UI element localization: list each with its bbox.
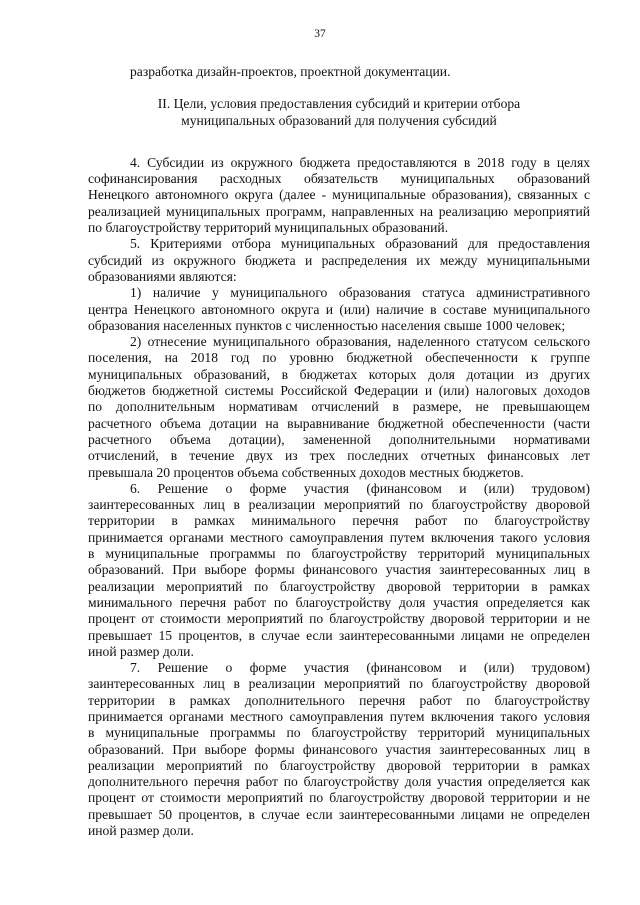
paragraph-line: превышала 20 процентов объема собственных доходов местных бюджетов. <box>88 464 524 480</box>
paragraph-line: реализации мероприятий по благоустройству дворовой территории в рамках <box>88 578 590 594</box>
paragraph-p5-2 <box>88 334 590 481</box>
paragraph-line: в муниципальные программы по благоустройству территорий муниципальных <box>88 725 590 741</box>
paragraph-line: поселения, на 2018 год по уровню бюджетной обеспеченности к группе <box>88 350 590 366</box>
paragraph-line: территории в рамках минимального перечня работ по благоустройству <box>88 513 590 529</box>
paragraph-line: территории в рамках дополнительного перечня работ по благоустройству <box>88 692 590 708</box>
paragraph-line: софинансирования расходных обязательств муниципальных образований <box>88 171 590 187</box>
paragraph-line: 4. Субсидии из окружного бюджета предоставляются в 2018 году в целях <box>130 154 590 170</box>
paragraph-line: отчислений, в течение двух из трех последних отчетных финансовых лет <box>88 448 590 464</box>
paragraph-line: процент от стоимости мероприятий по благоустройству дворовой территории и не <box>88 790 590 806</box>
paragraph-line: образования населенных пунктов с численностью населения свыше 1000 человек; <box>88 317 566 333</box>
section-heading-line: II. Цели, условия предоставления субсидий и критерии отбора <box>157 96 521 112</box>
paragraph-line: по благоустройству территорий муниципальных образований. <box>88 220 449 236</box>
paragraph-line: принимается органами местного самоуправления путем включения такого условия <box>88 529 590 545</box>
section-heading-line: муниципальных образований для получения субсидий <box>181 112 497 128</box>
paragraph-line: субсидий из окружного бюджета и распределения их между муниципальными <box>88 252 590 268</box>
paragraph-line: 5. Критериями отбора муниципальных образований для предоставления <box>130 236 590 252</box>
paragraph-line: 1) наличие у муниципального образования статуса административного <box>130 285 590 301</box>
paragraph-line: реализации мероприятий по благоустройству дворовой территории в рамках <box>88 757 590 773</box>
paragraph-line: процент от стоимости мероприятий по благоустройству дворовой территории и не <box>88 611 590 627</box>
paragraph-line: образований. При выборе формы финансового участия заинтересованных лиц в <box>88 562 590 578</box>
paragraph-line: 2) отнесение муниципального образования, наделенного статусом сельского <box>130 334 590 350</box>
paragraph-line: реализацией муниципальных программ, направленных на реализацию мероприятий <box>88 203 590 219</box>
paragraph-line: иной размер доли. <box>88 823 194 839</box>
paragraph-line: расчетного объема дотации на выравнивание бюджетной обеспеченности (части <box>88 415 590 431</box>
paragraph-list <box>88 155 590 839</box>
paragraph-line: заинтересованных лиц в реализации мероприятий по благоустройству дворовой <box>88 676 590 692</box>
section-heading <box>88 96 590 129</box>
paragraph-line: принимается органами местного самоуправления путем включения такого условия <box>88 708 590 724</box>
paragraph-line: заинтересованных лиц в реализации мероприятий по благоустройству дворовой <box>88 497 590 513</box>
paragraph-p5-1 <box>88 285 590 334</box>
paragraph-line: Ненецкого автономного округа (далее - муниципальные образования), связанных с <box>88 187 590 203</box>
paragraph-line: минимального перечня работ по благоустройству доля участия определяется как <box>88 594 590 610</box>
paragraph-line: образованиями являются: <box>88 268 237 284</box>
paragraph-p6 <box>88 481 590 660</box>
paragraph-line: иной размер доли. <box>88 643 194 659</box>
paragraph-line: образований. При выборе формы финансового участия заинтересованных лиц в <box>88 741 590 757</box>
paragraph-line: центра Ненецкого автономного округа и (или) наличие в составе муниципального <box>88 301 590 317</box>
paragraph-line: 7. Решение о форме участия (финансовом и (или) трудовом) <box>130 660 590 676</box>
paragraph-p7 <box>88 660 590 839</box>
page-number: 37 <box>314 28 326 40</box>
paragraph-p5 <box>88 236 590 285</box>
intro-line: разработка дизайн-проектов, проектной документации. <box>130 64 451 79</box>
paragraph-line: муниципальных образований, в бюджетах которых доля дотации из других <box>88 366 590 382</box>
paragraph-line: превышает 50 процентов, в случае если заинтересованными лицами не определен <box>88 806 590 822</box>
paragraph-line: расчетного объема дотации), замененной дополнительными нормативами <box>88 431 590 447</box>
paragraph-line: в муниципальные программы по благоустройству территорий муниципальных <box>88 546 590 562</box>
document-body <box>88 64 590 839</box>
paragraph-line: 6. Решение о форме участия (финансовом и (или) трудовом) <box>130 480 590 496</box>
paragraph-line: по дополнительным нормативам отчислений в размере, не превышающем <box>88 399 590 415</box>
paragraph-line: превышает 15 процентов, в случае если заинтересованными лицами не определен <box>88 627 590 643</box>
paragraph-p4 <box>88 155 590 236</box>
paragraph-line: дополнительного перечня работ по благоустройству доля участия определяется как <box>88 774 590 790</box>
paragraph-line: бюджетов бюджетной системы Российской Федерации и (или) налоговых доходов <box>88 383 590 399</box>
